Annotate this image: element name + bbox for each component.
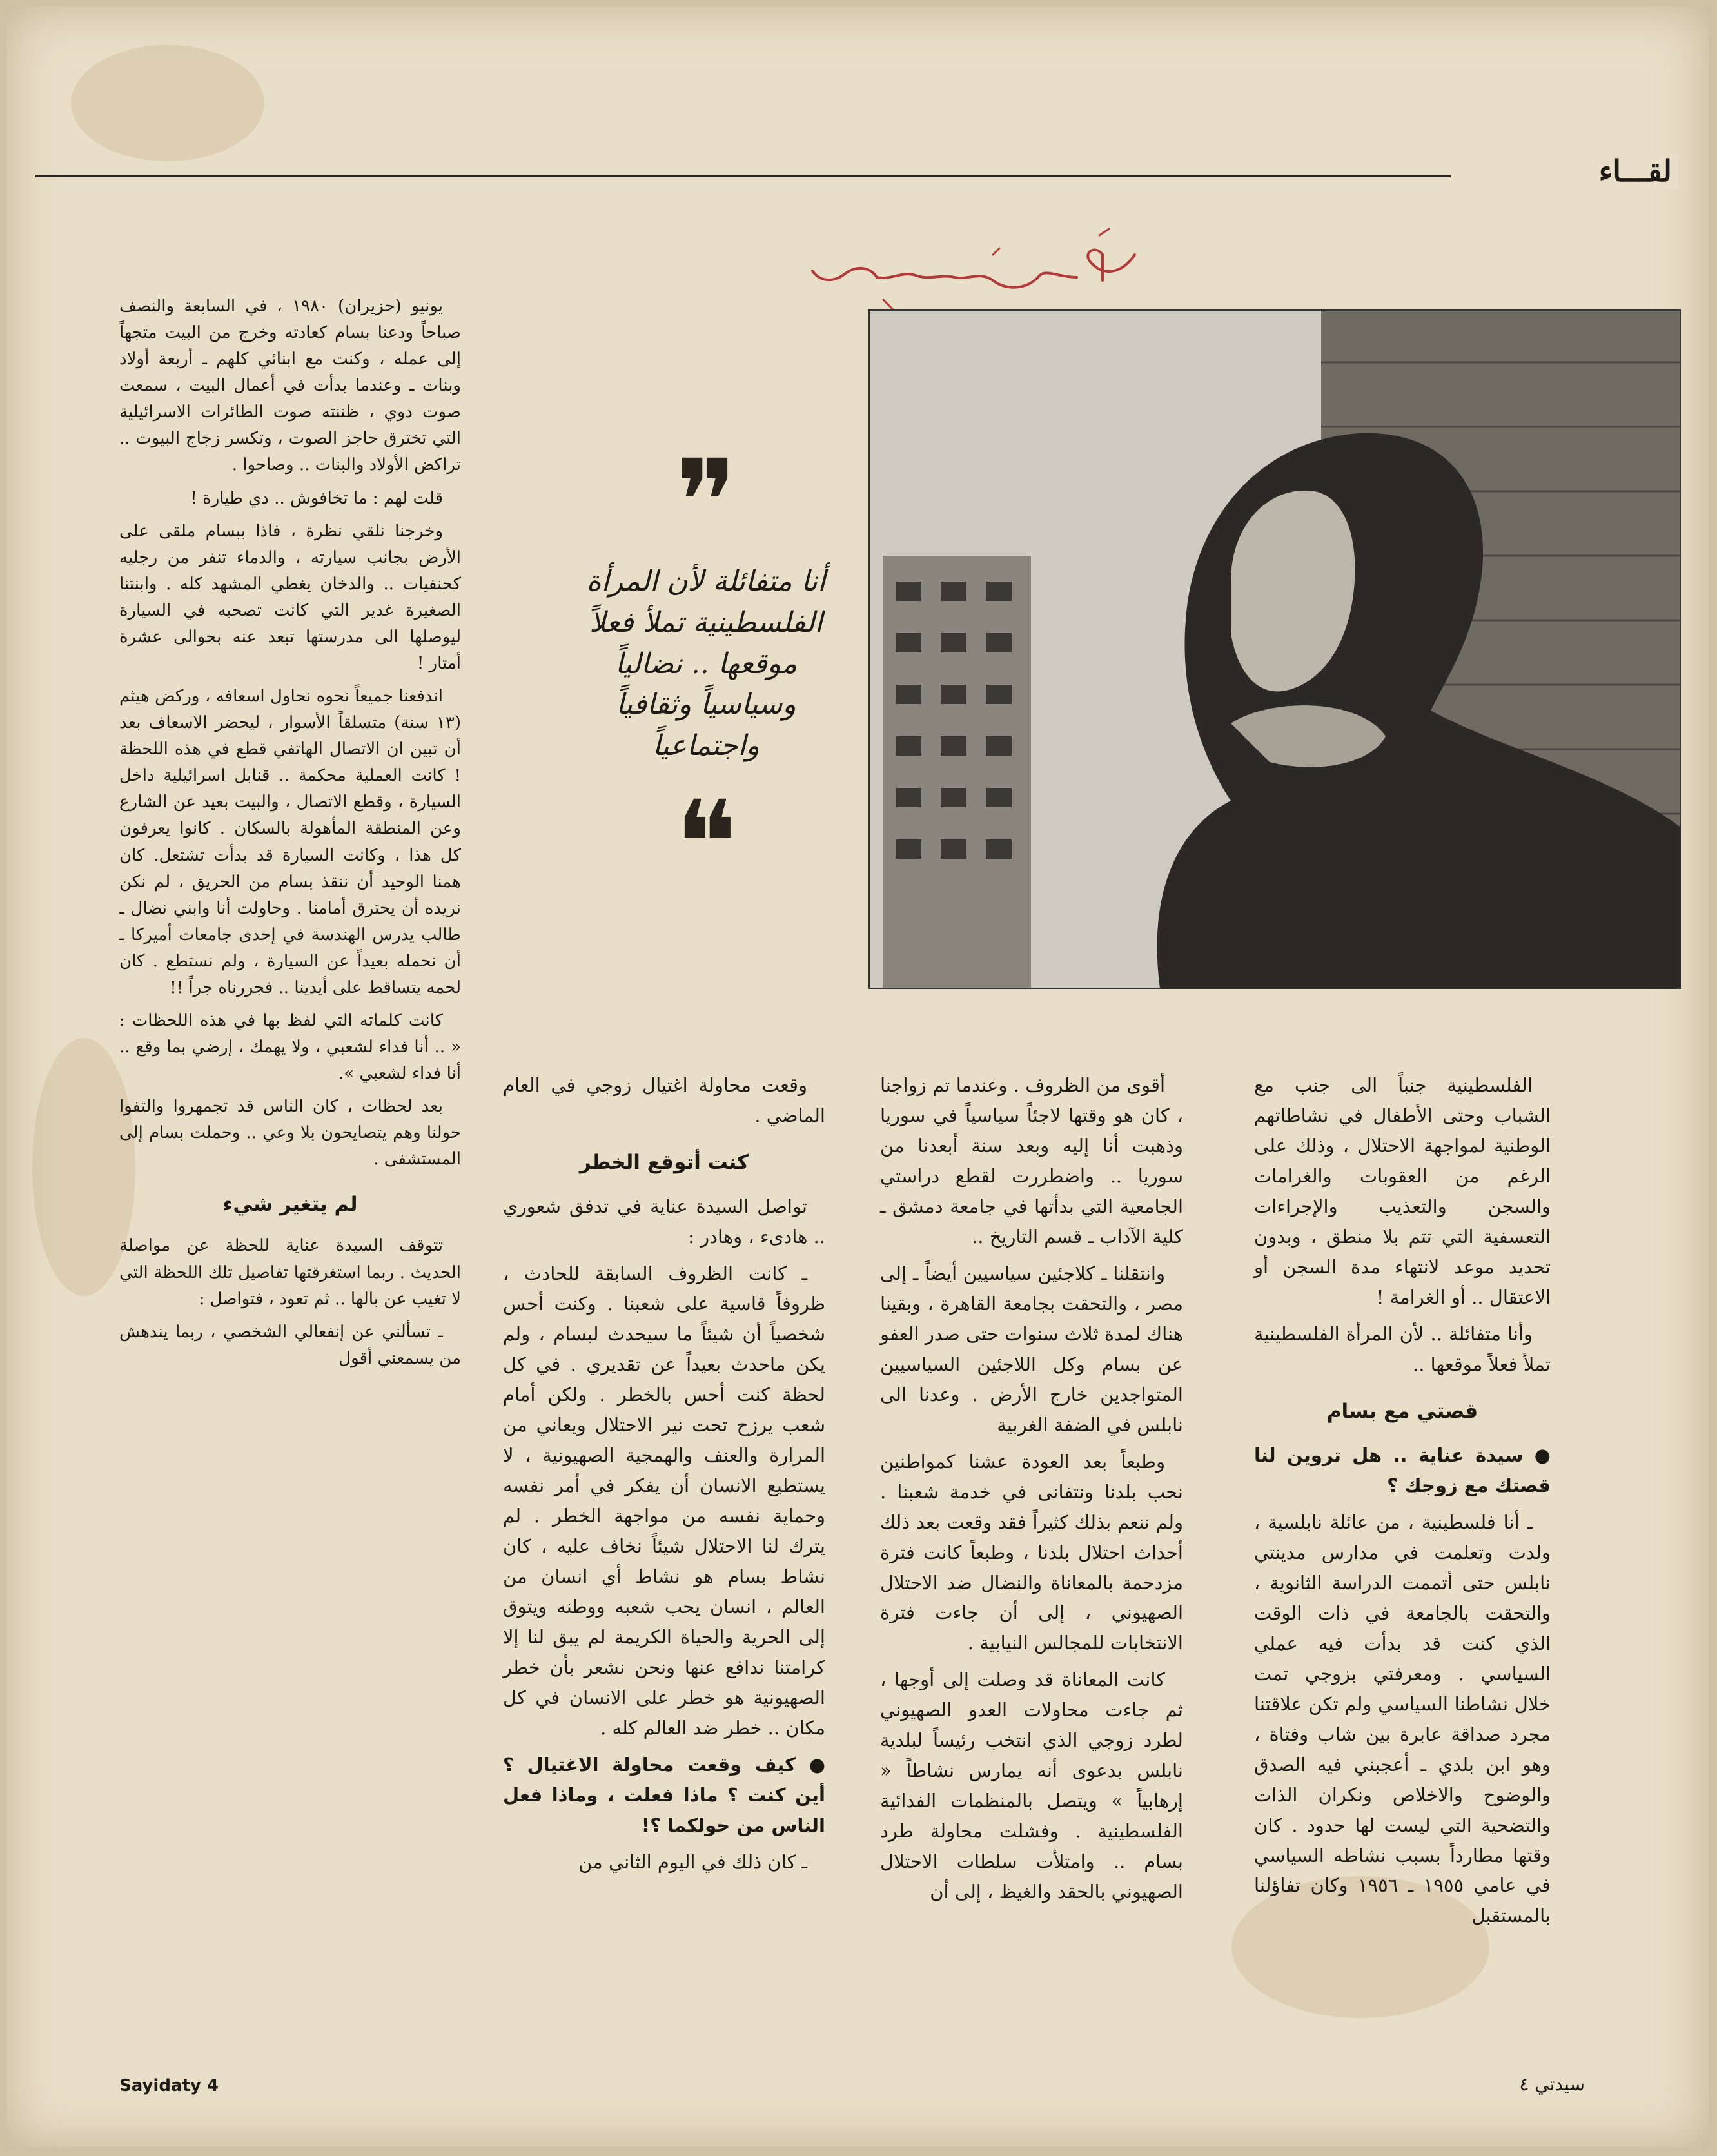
paragraph: وطبعاً بعد العودة عشنا كمواطنين نحب بلدنا ونتفانى في خدمة شعبنا . ولم ننعم بذلك كثيراً فقد وقعت بعد ذلك أحداث احتلال بلدنا ، وطبعاً كانت فترة مزدحمة بالمعاناة والنضال ضد الاحتلال الصهيوني ، إلى أن جاءت فترة الانتخابات للمجالس النيابية . — [880, 1450, 1183, 1654]
paragraph: وانتقلنا ـ كلاجئين سياسيين أيضاً ـ إلى مصر ، والتحقت بجامعة القاهرة ، وبقينا هناك لمدة ثلاث سنوات حتى صدر العفو عن بسام وكل اللاجئين السياسيين المتواجدين خارج الأرض . وعدنا الى نابلس في الضفة الغربية — [880, 1262, 1183, 1436]
paragraph: الفلسطينية جنباً الى جنب مع الشباب وحتى الأطفال في نشاطاتهم الوطنية لمواجهة الاحتلال ، وذلك على الرغم من العقوبات والغرامات والسجن والتعذيب والإجراءات التعسفية التي تتم بلا منطق ، وبدون تحديد موعد لانتهاء مدة السجن أو الاعتقال .. أو الغرامة ! — [1254, 1074, 1551, 1308]
handwritten-annotation — [800, 216, 1161, 319]
article-column-4 — [119, 293, 461, 1378]
portrait-photo — [868, 309, 1681, 989]
footer-page-label-latin: Sayidaty 4 — [119, 2076, 219, 2095]
footer-page-label-arabic: سيدتي ٤ — [1519, 2073, 1585, 2095]
paragraph: كانت المعاناة قد وصلت إلى أوجها ، ثم جاءت محاولات العدو الصهيوني لطرد زوجي الذي انتخب رئيساً لبلدية نابلس بدعوى أنه يمارس نشاطاً « إرهابياً » ويتصل بالمنظمات الفدائية الفلسطينية . وفشلت محاولة طرد بسام .. وامتلأت سلطات الاحتلال الصهيوني بالحقد والغيظ ، إلى أن — [880, 1669, 1183, 1903]
paragraph: بعد لحظات ، كان الناس قد تجمهروا والتفوا حولنا وهم يتصايحون بلا وعي .. وحملت بسام إلى المستشفى . — [119, 1097, 461, 1170]
quote-open-mark: ❞ — [674, 435, 738, 570]
paragraph: ـ كان ذلك في اليوم الثاني من — [578, 1850, 807, 1873]
quote-close-mark: ❝ — [674, 776, 738, 911]
article-column-1 — [1254, 1070, 1551, 1937]
section-label: لقـــاء — [1593, 153, 1678, 188]
paragraph: ـ كانت الظروف السابقة للحادث ، ظروفاً قاسية على شعبنا . وكنت أحس شخصياً أن شيئاً ما سيحدث لبسام ، ولم يكن ماحدث بعيداً عن تقديري . في كل لحظة كنت أحس بالخطر . ولكن أمام شعب يرزح تحت نير الاحتلال ويعاني من المرارة والعنف والهمجية الصهيونية ، لا يستطيع الانسان أن يفكر في أمر نفسه وحماية نفسه من مواجهة الخطر . لم يترك لنا الاحتلال شيئاً نخاف عليه ، كان نشاط بسام هو نشاط أي انسان من العالم ، انسان يحب شعبه ووطنه ويتوق إلى الحرية والحياة الكريمة لم يبق لنا إلا كرامتنا ندافع عنها ونحن نشعر بأن خطر الصهيونية هو خطر على الانسان في كل مكان .. خطر ضد العالم كله . — [503, 1262, 825, 1739]
paragraph: تتوقف السيدة عناية للحظة عن مواصلة الحديث . ربما استغرقتها تفاصيل تلك اللحظة التي لا تغيب عن بالها .. ثم تعود ، فتواصل : — [119, 1236, 461, 1309]
paragraph: قلت لهم : ما تخافوش .. دي طيارة ! — [190, 488, 443, 508]
paragraph: وخرجنا نلقي نظرة ، فاذا ببسام ملقى على الأرض بجانب سيارته ، والدماء تنفر من رجليه كحنفيات .. والدخان يغطي المشهد كله . وابنتنا الصغيرة غدير التي كانت تصحبه في السيارة ليوصلها الى مدرستها تبعد عنه بحوالى عشرة أمتار ! — [119, 521, 461, 674]
interview-question: ● كيف وقعت محاولة الاغتيال ؟ أين كنت ؟ ماذا فعلت ، وماذا فعل الناس من حولكما ؟! — [503, 1753, 825, 1836]
paragraph: وأنا متفائلة .. لأن المرأة الفلسطينية تملأ فعلاً موقعها .. — [1254, 1322, 1551, 1375]
paragraph: وقعت محاولة اغتيال زوجي في العام الماضي . — [503, 1074, 825, 1126]
pull-quote-text: أنا متفائلة لأن المرأة الفلسطينية تملأ فعلاً موقعها .. نضالياً وسياسياً وثقافياً واجتماعياً — [586, 565, 826, 763]
interview-question: ● سيدة عناية .. هل تروين لنا قصتك مع زوجك ؟ — [1254, 1444, 1551, 1496]
paragraph: ـ أنا فلسطينية ، من عائلة نابلسية ، ولدت وتعلمت في مدارس مدينتي نابلس حتى أتممت الدراسة الثانوية ، والتحقت بالجامعة في ذات الوقت الذي كنت قد بدأت فيه عملي السياسي . ومعرفتي بزوجي تمت خلال نشاطنا السياسي ولم تكن علاقتنا مجرد صداقة عابرة بين شاب وفتاة ، وهو ابن بلدي ـ أعجبني فيه الصدق والوضوح والاخلاص ونكران الذات والتضحية التي ليست لها حدود . كان وقتها مطارداً بسبب نشاطه السياسي في عامي ١٩٥٥ ـ ١٩٥٦ وكان تفاؤلنا بالمستقبل — [1254, 1511, 1551, 1927]
paragraph: ـ تسألني عن إنفعالي الشخصي ، ربما يندهش من يسمعني أقول — [119, 1322, 461, 1368]
article-column-3 — [503, 1070, 825, 1883]
paragraph: كانت كلماته التي لفظ بها في هذه اللحظات : « .. أنا فداء لشعبي ، ولا يهمك ، إرضي بما وقع .. أنا فداء لشعبي ». — [119, 1011, 461, 1084]
header-rule — [35, 175, 1451, 177]
article-column-2 — [880, 1070, 1183, 1914]
portrait-illustration — [870, 311, 1680, 988]
paper-stain — [71, 45, 264, 161]
paragraph: تواصل السيدة عناية في تدفق شعوري .. هادىء ، وهادر : — [503, 1195, 825, 1248]
paragraph: يونيو (حزيران) ١٩٨٠ ، في السابعة والنصف صباحاً ودعنا بسام كعادته وخرج من البيت متجهاً إلى عمله ، وكنت مع ابنائي كلهم ـ أربعة أولاد وبنات ـ وعندما بدأت في أعمال البيت ، سمعت صوت دوي ، ظننته صوت الطائرات الاسرائيلية التي تخترق حاجز الصوت ، وتكسر زجاج البيوت .. تراكض الأولاد والبنات .. وصاحوا . — [119, 297, 461, 475]
pull-quote — [567, 435, 845, 911]
subheading: كنت أتوقع الخطر — [579, 1150, 749, 1174]
paragraph: اندفعنا جميعاً نحوه نحاول اسعافه ، وركض هيثم (١٣ سنة) متسلقاً الأسوار ، ليحضر الاسعاف بعد أن تبين ان الاتصال الهاتفي قطع في هذه اللحظة ! كانت العملية محكمة .. قنابل اسرائيلية داخل السيارة ، وقطع الاتصال ، والبيت بعيد عن الشارع وعن المنطقة المأهولة بالسكان . كانوا يعرفون كل هذا ، وكانت السيارة قد بدأت تشتعل. كان همنا الوحيد أن ننقذ بسام من الحريق ، لم نكن نريده أن يحترق أمامنا . وحاولت أنا وابني نضال ـ طالب يدرس الهندسة في إحدى جامعات أميركا ـ أن نحمله بعيداً عن السيارة ، ولم نستطع . كان لحمه يتساقط على أيدينا .. فجررناه جراً !! — [119, 687, 461, 997]
subheading: قصتي مع بسام — [1326, 1399, 1478, 1423]
subheading: لم يتغير شيء — [222, 1192, 358, 1216]
paragraph: أقوى من الظروف . وعندما تم زواجنا ، كان هو وقتها لاجئاً سياسياً في سوريا وذهبت أنا إليه وبعد سنة أبعدنا من سوريا .. واضطررت لقطع دراستي الجامعية التي بدأتها في جامعة دمشق ـ كلية الآداب ـ قسم التاريخ .. — [880, 1074, 1183, 1248]
